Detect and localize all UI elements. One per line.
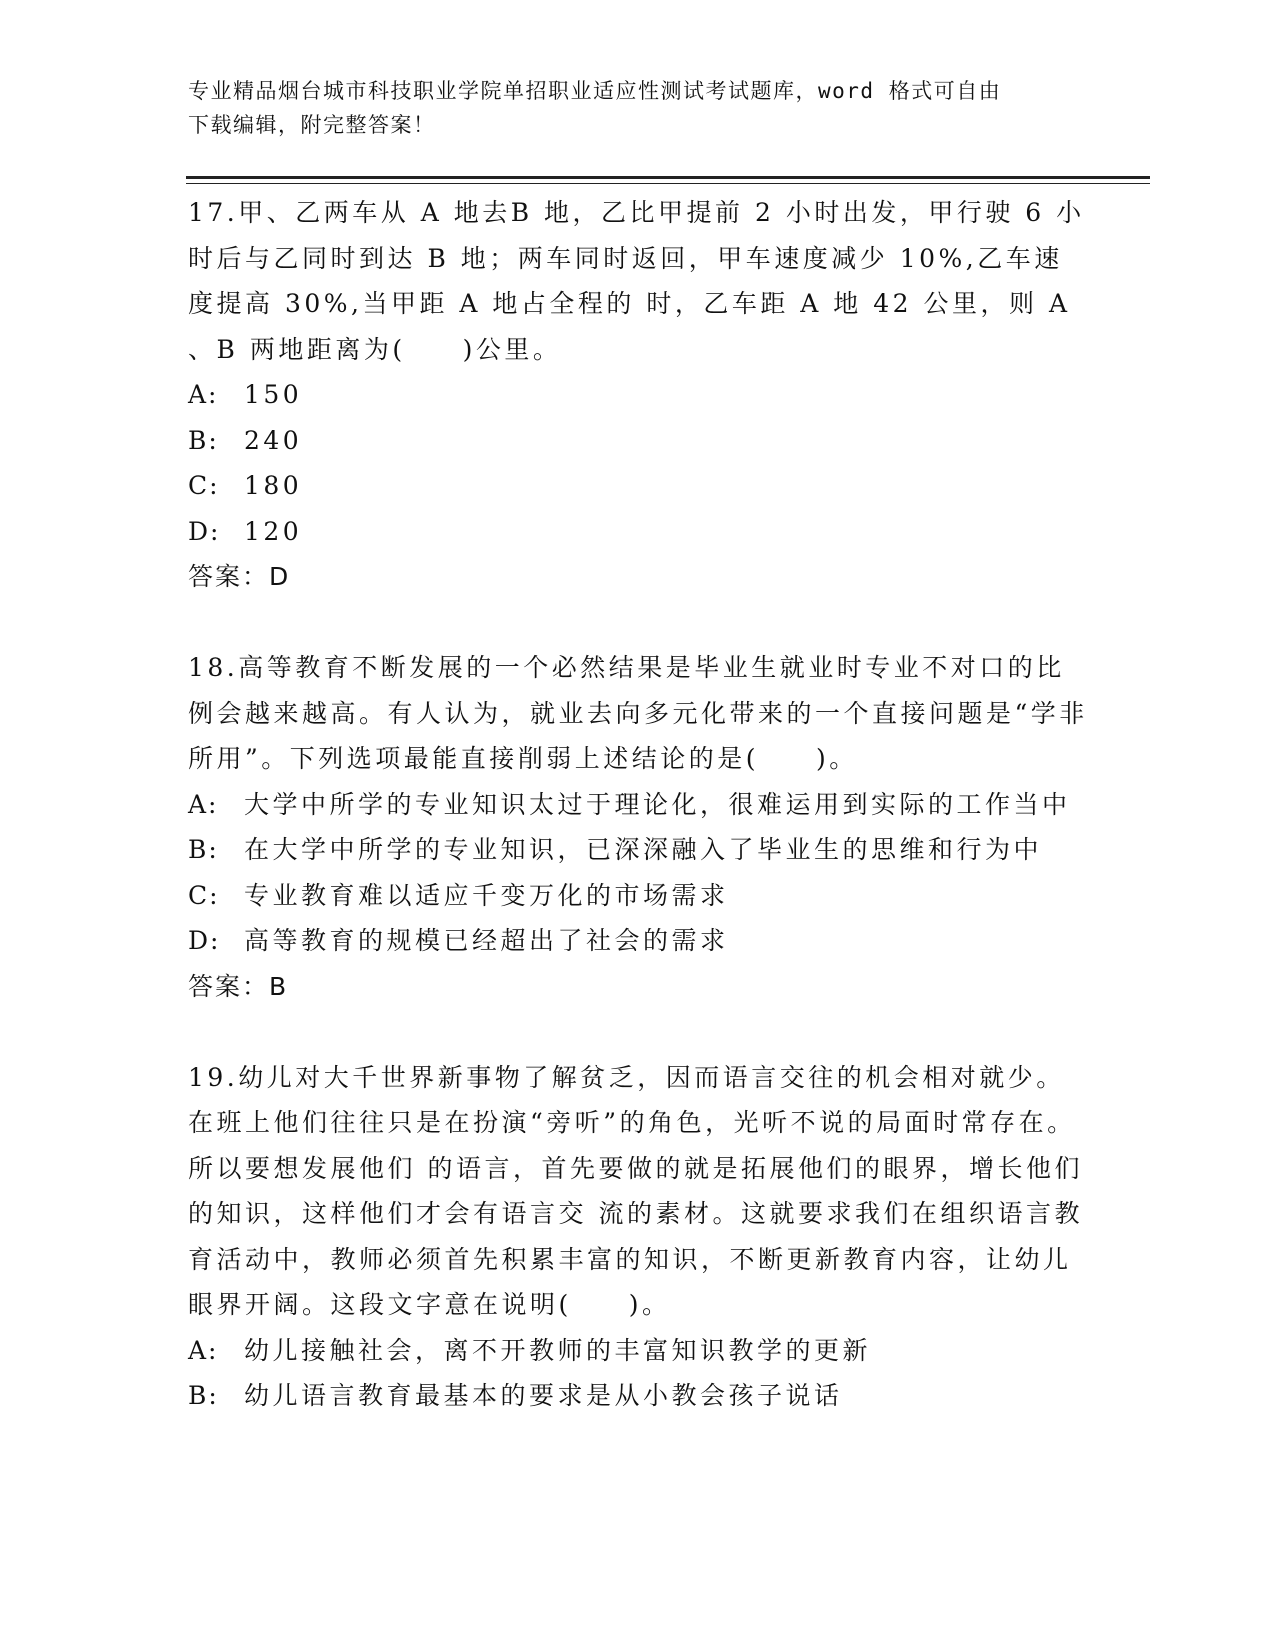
option-c xyxy=(188,873,1088,919)
option-text: 在大学中所学的专业知识，已深深融入了毕业生的思维和行为中 xyxy=(244,835,1043,864)
question-spacer xyxy=(188,600,1088,645)
question-stem: 19.幼儿对大千世界新事物了解贫乏，因而语言交往的机会相对就少。在班上他们往往只是在扮演“旁听”的角色，光听不说的局面时常存在。所以要想发展他们 的语言，首先要做的就是拓展他们的眼界，增长他们的知识，这样他们才会有语言交 流的素材。这就要求我们在组织语言教育活动中，教师必须首先积累丰富的知识，不断更新教育内容，让幼儿眼界开阔。这段文字意在说明( )。 xyxy=(188,1062,1083,1319)
option-text: 240 xyxy=(244,425,303,455)
option-text: 幼儿语言教育最基本的要求是从小教会孩子说话 xyxy=(244,1381,843,1410)
header-divider-thin xyxy=(186,183,1150,184)
option-letter: A: xyxy=(188,380,219,409)
option-text: 专业教育难以适应千变万化的市场需求 xyxy=(244,880,729,910)
option-letter: A: xyxy=(188,1335,219,1365)
option-text: 高等教育的规模已经超出了社会的需求 xyxy=(244,926,729,955)
option-list xyxy=(188,1328,1088,1419)
option-letter: B: xyxy=(188,425,219,455)
option-list xyxy=(188,782,1088,964)
question-17 xyxy=(188,190,1088,600)
option-a xyxy=(188,782,1088,828)
question-stem: 17.甲、乙两车从 A 地去B 地，乙比甲提前 2 小时出发，甲行驶 6 小时后与乙同时到达 B 地；两车同时返回，甲车速度减少 10%,乙车速度提高 30%,当甲距 A 地占全程的 时，乙车距 A 地 42 公里，则 A 、B 两地距离为( )公里。 xyxy=(188,198,1085,364)
option-letter: C: xyxy=(188,471,220,500)
question-stem: 18.高等教育不断发展的一个必然结果是毕业生就业时专业不对口的比例会越来越高。有人认为，就业去向多元化带来的一个直接问题是“学非所用”。下列选项最能直接削弱上述结论的是( )。 xyxy=(188,653,1088,773)
header-line-2: 下载编辑，附完整答案！ xyxy=(188,113,436,137)
page-header xyxy=(188,74,1068,142)
option-a xyxy=(188,372,1088,418)
question-spacer xyxy=(188,1010,1088,1055)
option-b xyxy=(188,827,1088,873)
option-a xyxy=(188,1328,1088,1374)
question-19 xyxy=(188,1055,1088,1419)
option-b xyxy=(188,1373,1088,1419)
option-b xyxy=(188,418,1088,464)
header-divider-thick xyxy=(186,176,1150,179)
option-letter: D: xyxy=(188,926,221,955)
option-text: 180 xyxy=(244,471,303,500)
option-d xyxy=(188,509,1088,555)
question-list xyxy=(188,190,1088,1419)
question-18 xyxy=(188,645,1088,1010)
option-text: 幼儿接触社会，离不开教师的丰富知识教学的更新 xyxy=(244,1335,872,1365)
option-d xyxy=(188,918,1088,964)
option-letter: A: xyxy=(188,789,219,819)
option-letter: B: xyxy=(188,1381,219,1410)
option-text: 120 xyxy=(244,516,303,546)
option-text: 150 xyxy=(244,380,303,409)
option-c xyxy=(188,463,1088,509)
header-line-1: 专业精品烟台城市科技职业学院单招职业适应性测试考试题库，word 格式可自由 xyxy=(188,79,1002,103)
answer-line: 答案：B xyxy=(188,971,289,1001)
option-list xyxy=(188,372,1088,554)
option-letter: C: xyxy=(188,880,220,910)
option-letter: D: xyxy=(188,516,221,546)
answer-line: 答案：D xyxy=(188,562,291,591)
option-text: 大学中所学的专业知识太过于理论化，很难运用到实际的工作当中 xyxy=(244,789,1071,819)
option-letter: B: xyxy=(188,835,219,864)
